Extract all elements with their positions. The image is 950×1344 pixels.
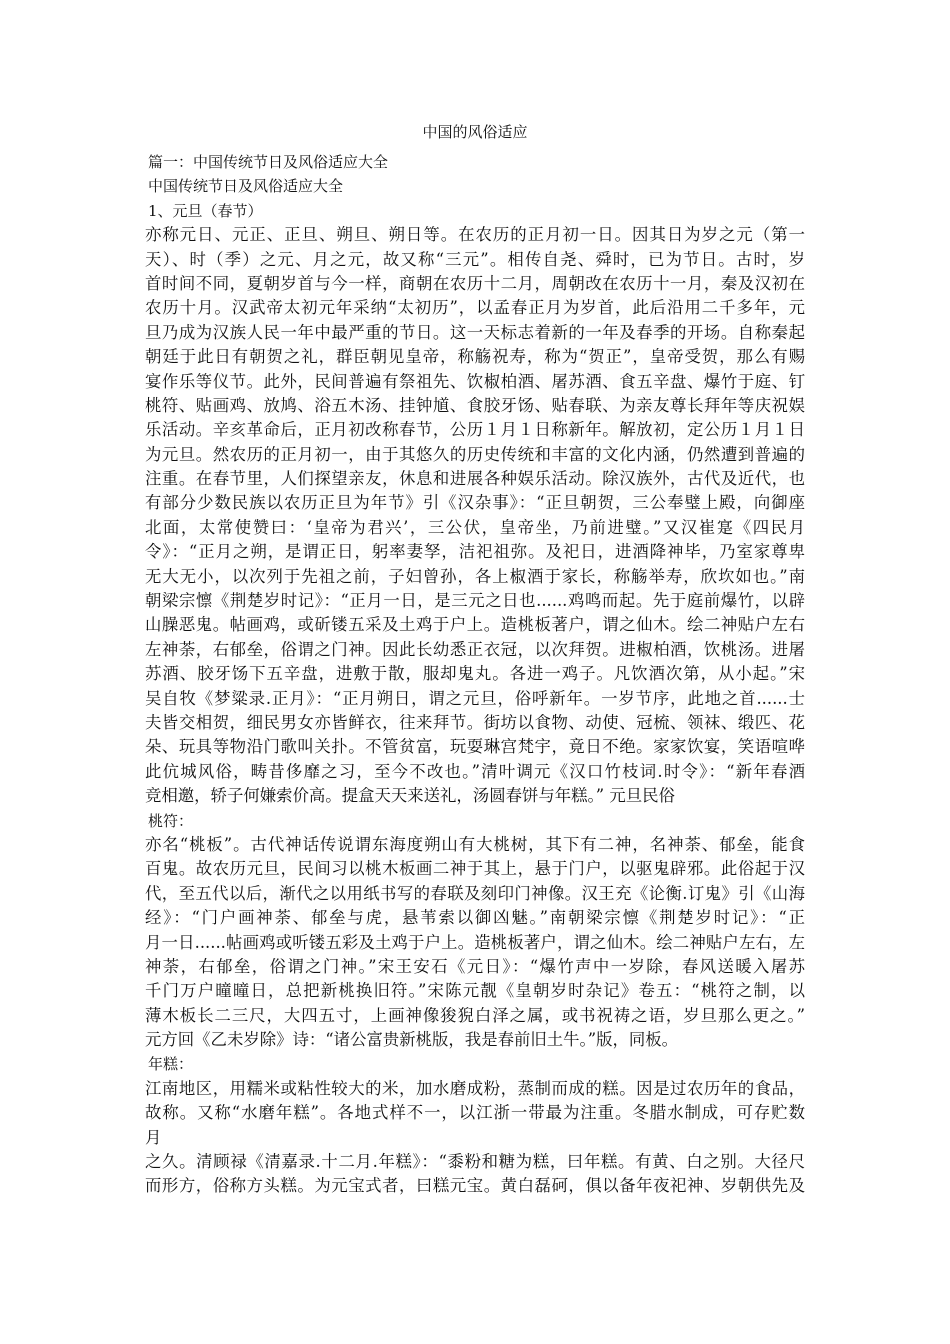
paragraph-line: 旦乃成为汉族人民一年中最严重的节日。这一天标志着新的一年及春季的开场。自称秦起: [145, 322, 805, 342]
paragraph-line: 千门万户曈曈日，总把新桃换旧符。”宋陈元靓《皇朝岁时杂记》卷五：“桃符之制，以: [145, 981, 805, 1001]
paragraph-line: 北面，太常使赞曰：‘皇帝为君兴’，三公伏，皇帝坐，乃前进璧。”又汉崔寔《四民月: [145, 517, 805, 537]
paragraph-line: 无大无小，以次列于先祖之前，子妇曾孙，各上椒酒于家长，称觞举寿，欣坎如也。”南: [145, 566, 805, 586]
paragraph-line: 朝廷于此日有朝贺之礼，群臣朝见皇帝，称觞祝寿，称为“贺正”，皇帝受贺，那么有赐: [145, 347, 805, 367]
paragraph-line: 之久。清顾禄《清嘉录.十二月.年糕》：“黍粉和糖为糕，曰年糕。有黄、白之别。大径尺: [145, 1152, 805, 1172]
document-body: [145, 150, 805, 1199]
paragraph-line: 朵、玩具等物沿门歌叫关扑。不管贫富，玩耍琳宫梵宇，竟日不绝。家家饮宴，笑语喧哗: [145, 737, 805, 757]
paragraph-line: 令》：“正月之朔，是谓正日，躬率妻孥，洁祀祖弥。及祀日，进酒降神毕，乃室家尊卑: [145, 542, 805, 562]
heading-line: 1、元旦（春节）: [148, 201, 263, 220]
paragraph-line: 首时间不同，夏朝岁首与今一样，商朝在农历十二月，周朝改在农历十一月，秦及汉初在: [145, 273, 805, 293]
paragraph-line: 元方回《乙未岁除》诗：“诸公富贵新桃版，我是春前旧土牛。”版，同板。: [145, 1030, 679, 1050]
heading-line: 桃符：: [148, 811, 194, 830]
paragraph-line: 夫皆交相贺，细民男女亦皆鲜衣，往来拜节。街坊以食物、动使、冠梳、领袜、缎匹、花: [145, 712, 805, 732]
paragraph-line: 为元旦。然农历的正月初一，由于其悠久的历史传统和丰富的文化内涵，仍然遭到普遍的: [145, 444, 805, 464]
paragraph-line: 而形方，俗称方头糕。为元宝式者，曰糕元宝。黄白磊砢，俱以备年夜祀神、岁朝供先及: [145, 1176, 805, 1196]
paragraph-line: 百鬼。故农历元旦，民间习以桃木板画二神于其上，悬于门户，以驱鬼辟邪。此俗起于汉: [145, 859, 805, 879]
heading-line: 篇一：中国传统节日及风俗适应大全: [148, 153, 389, 171]
paragraph-line: 乐活动。辛亥革命后，正月初改称春节，公历１月１日称新年。解放初，定公历１月１日: [145, 420, 805, 440]
paragraph-line: 神荼，右郁垒，俗谓之门神。”宋王安石《元日》：“爆竹声中一岁除，春风送暖入屠苏: [145, 956, 805, 976]
paragraph-line: 江南地区，用糯米或粘性较大的米，加水磨成粉，蒸制而成的糕。因是过农历年的食品，: [145, 1078, 805, 1098]
paragraph-line: 有部分少数民族以农历正旦为年节》引《汉杂事》：“正旦朝贺，三公奉璧上殿，向御座: [145, 493, 805, 513]
paragraph-line: 苏酒、胶牙饧下五辛盘，进敷于散，服却鬼丸。各进一鸡子。凡饮酒次第，从小起。”宋: [145, 664, 805, 684]
paragraph-line: 月一日......帖画鸡或听镂五彩及土鸡于户上。造桃板著户，谓之仙木。绘二神贴户左右，左: [145, 932, 805, 952]
paragraph-line: 薄木板长二三尺，大四五寸，上画神像狻猊白泽之属，或书祝祷之语，岁旦那么更之。”: [145, 1005, 805, 1025]
paragraph-line: 经》：“门户画神荼、郁垒与虎，悬苇索以御凶魅。”南朝梁宗懔《荆楚岁时记》：“正: [145, 908, 805, 928]
document-title: 中国的风俗适应: [422, 123, 528, 141]
paragraph-line: 亦名“桃板”。古代神话传说谓东海度朔山有大桃树，其下有二神，名神荼、郁垒，能食: [145, 834, 805, 854]
paragraph-line: 左神荼，右郁垒，俗谓之门神。因此长幼悉正衣冠，以次拜贺。进椒柏酒，饮桃汤。进屠: [145, 639, 805, 659]
paragraph-line: 农历十月。汉武帝太初元年采纳“太初历”，以孟春正月为岁首，此后沿用二千多年，元: [145, 298, 805, 318]
paragraph-line: 亦称元日、元正、正旦、朔旦、朔日等。在农历的正月初一日。因其日为岁之元（第一: [145, 225, 805, 245]
paragraph-line: 吴自牧《梦粱录.正月》：“正月朔日，谓之元旦，俗呼新年。一岁节序，此地之首......士: [145, 688, 805, 708]
paragraph-line: 山臊恶鬼。帖画鸡，或斫镂五采及土鸡于户上。造桃板著户，谓之仙木。绘二神贴户左右: [145, 615, 805, 635]
paragraph-line: 注重。在春节里，人们探望亲友，休息和进展各种娱乐活动。除汉族外，古代及近代，也: [145, 469, 805, 489]
paragraph-line: 月: [145, 1127, 162, 1147]
paragraph-line: 代，至五代以后，渐代之以用纸书写的春联及刻印门神像。汉王充《论衡.订鬼》引《山海: [145, 883, 805, 903]
paragraph-line: 桃符、贴画鸡、放鸠、浴五木汤、挂钟馗、食胶牙饧、贴春联、为亲友尊长拜年等庆祝娱: [145, 395, 805, 415]
paragraph-line: 竞相邀，轿子何嫌索价高。提盒天天来送礼，汤圆春饼与年糕。” 元旦民俗: [145, 786, 675, 806]
heading-line: 中国传统节日及风俗适应大全: [148, 177, 344, 196]
paragraph-line: 故称。又称“水磨年糕”。各地式样不一，以江浙一带最为注重。冬腊水制成，可存贮数: [145, 1103, 805, 1123]
heading-line: 年糕：: [148, 1055, 194, 1074]
paragraph-line: 此伉城风俗，畴昔侈靡之习，至今不改也。”清叶调元《汉口竹枝词.时令》：“新年春酒: [145, 761, 805, 781]
paragraph-line: 宴作乐等仪节。此外，民间普遍有祭祖先、饮椒柏酒、屠苏酒、食五辛盘、爆竹于庭、钉: [145, 371, 805, 391]
paragraph-line: 天）、时（季）之元、月之元，故又称“三元”。相传自尧、舜时，已为节日。古时，岁: [145, 249, 805, 269]
paragraph-line: 朝梁宗懔《荆楚岁时记》：“正月一日，是三元之日也......鸡鸣而起。先于庭前爆竹，以辟: [145, 591, 805, 611]
